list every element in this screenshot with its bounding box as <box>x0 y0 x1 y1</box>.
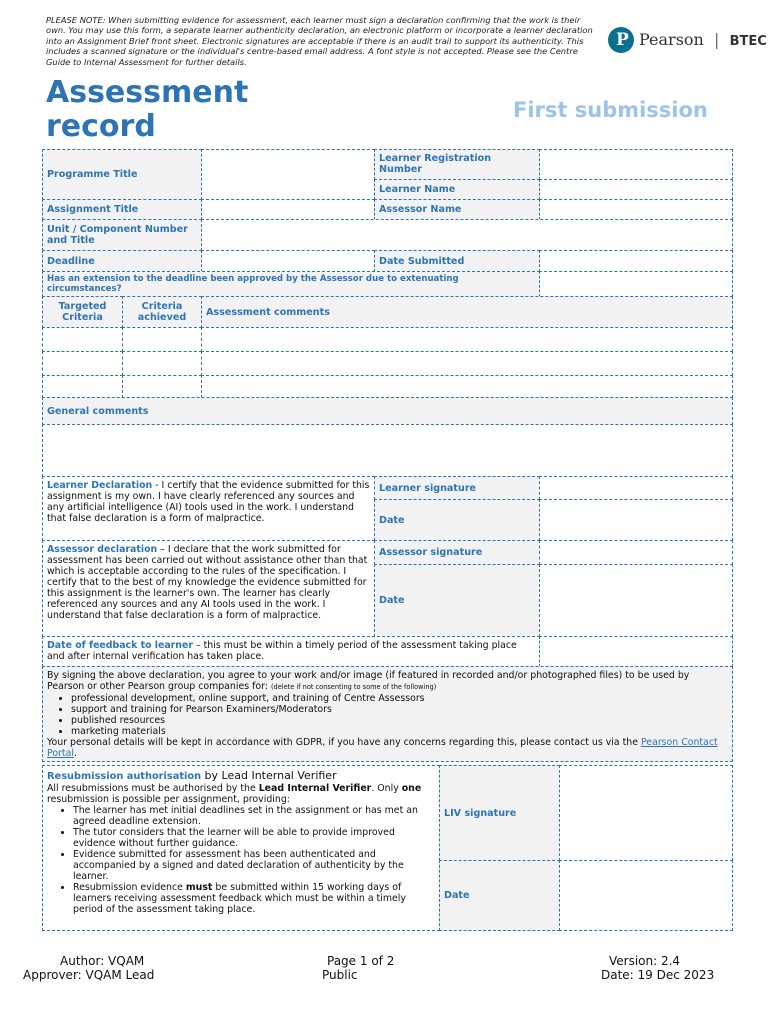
assignment-title-label: Assignment Title <box>42 199 202 220</box>
learner-date-label: Date <box>374 499 540 541</box>
programme-title-label: Programme Title <box>42 149 202 200</box>
logo-sub: BTEC <box>729 34 767 49</box>
assessment-comments-header: Assessment comments <box>201 296 733 328</box>
page-title: Assessment record <box>46 75 249 144</box>
liv-date-field[interactable] <box>559 860 733 931</box>
list-item: • Resubmission evidence must be submitted within 15 working days of learners receiving assessment feedback which must be within a timely period of the assessment taking place. <box>73 882 435 915</box>
feedback-date-field[interactable] <box>539 636 733 667</box>
assessor-declaration <box>42 540 375 637</box>
learner-registration-field[interactable] <box>539 149 733 180</box>
assessor-name-field[interactable] <box>539 199 733 220</box>
general-comments-field[interactable] <box>42 424 733 477</box>
list-item: • published resources <box>71 715 728 726</box>
liv-date-label: Date <box>439 860 560 931</box>
learner-declaration <box>42 476 375 541</box>
learner-signature-label: Learner signature <box>374 476 540 500</box>
learner-signature-field[interactable] <box>539 476 733 500</box>
date-submitted-label: Date Submitted <box>374 250 540 272</box>
feedback-date-label <box>42 636 540 667</box>
learner-name-label: Learner Name <box>374 179 540 200</box>
submission-note: PLEASE NOTE: When submitting evidence for assessment, each learner must sign a declaration confirming that the work is their own. You may use this form, a separate learner authenticity declaration, an electronic platform or incorporate a learner declaration into an Assignment Brief front sheet. Electronic signatures are acceptable if there is an audit trail to support its authenticity. This includes a scanned signature or the individual's centre-based email address. A font style is not accepted. Please see the Centre Guide to Internal Assessment for further details. <box>46 15 593 67</box>
footer-approver: Approver: VQAM Lead <box>23 968 155 982</box>
consent-intro: By signing the above declaration, you agree to your work and/or image (if featured in recorded and/or photographed files) to be used by Pearson or other Pearson group companies for: <box>47 670 690 692</box>
resubmission-section <box>42 765 440 931</box>
consent-list <box>47 693 728 737</box>
list-item: • Evidence submitted for assessment has been authenticated and accompanied by a signed and dated declaration of authenticity by the learner. <box>73 849 435 882</box>
programme-title-field[interactable] <box>201 149 375 200</box>
assessor-declaration-text: – I declare that the work submitted for assessment has been carried out without assistance other than that which is acceptable according to the rules of the specification. I certify that to the best of my knowledge the evidence submitted for this assignment is the learner's own. The learner has clearly referenced any sources and any AI tools used in the work. I understand that false declaration is a form of malpractice. <box>47 544 368 621</box>
list-item: • The tutor considers that the learner will be able to provide improved evidence without further guidance. <box>73 827 435 849</box>
assignment-title-field[interactable] <box>201 199 375 220</box>
gdpr-text: Your personal details will be kept in accordance with GDPR, if you have any concerns regarding this, please contact us via the <box>47 737 641 748</box>
learner-registration-label: Learner Registration Number <box>374 149 540 180</box>
assessor-date-field[interactable] <box>539 564 733 637</box>
unit-label: Unit / Component Number and Title <box>42 219 202 251</box>
extension-question: Has an extension to the deadline been approved by the Assessor due to extenuating circumstances? <box>42 271 540 297</box>
assessment-comment-cell[interactable] <box>201 327 733 352</box>
unit-field[interactable] <box>201 219 733 251</box>
pearson-btec-logo: P Pearson | BTEC <box>608 27 728 57</box>
resubmission-heading: Resubmission authorisation <box>47 771 202 782</box>
list-item: • The learner has met initial deadlines set in the assignment or has met an agreed deadline extension. <box>73 805 435 827</box>
list-item: • support and training for Pearson Examiners/Moderators <box>71 704 728 715</box>
learner-declaration-text: - I certify that the evidence submitted for this assignment is my own. I have clearly referenced any sources and any artificial intelligence (AI) tools used in the work. I understand that false declaration is a form of malpractice. <box>47 480 370 524</box>
logo-brand: Pearson <box>639 30 704 49</box>
pearson-logo-icon: P <box>608 27 634 53</box>
assessor-name-label: Assessor Name <box>374 199 540 220</box>
learner-date-field[interactable] <box>539 499 733 541</box>
general-comments-label: General comments <box>42 397 733 425</box>
assessor-signature-label: Assessor signature <box>374 540 540 565</box>
targeted-criteria-cell[interactable] <box>42 351 123 376</box>
date-submitted-field[interactable] <box>539 250 733 272</box>
feedback-text: – this must be within a timely period of the assessment taking place and after internal verification has taken place. <box>47 640 517 662</box>
criteria-achieved-cell[interactable] <box>122 327 202 352</box>
liv-signature-label: LIV signature <box>439 765 560 861</box>
footer-version: Version: 2.4 <box>609 954 681 968</box>
assessor-date-label: Date <box>374 564 540 637</box>
targeted-criteria-cell[interactable] <box>42 327 123 352</box>
resubmission-intro: All resubmissions must be authorised by the Lead Internal Verifier. Only one resubmission is possible per assignment, providing: <box>47 783 422 805</box>
deadline-field[interactable] <box>201 250 375 272</box>
consent-note: (delete if not consenting to some of the following) <box>270 683 437 691</box>
footer-date: Date: 19 Dec 2023 <box>601 968 715 982</box>
liv-signature-field[interactable] <box>559 765 733 861</box>
targeted-criteria-cell[interactable] <box>42 375 123 398</box>
targeted-criteria-header: Targeted Criteria <box>42 296 123 328</box>
resubmission-conditions <box>47 805 435 915</box>
assessment-comment-cell[interactable] <box>201 351 733 376</box>
footer-classification: Public <box>322 968 358 982</box>
extension-field[interactable] <box>539 271 733 297</box>
list-item: • professional development, online support, and training of Centre Assessors <box>71 693 728 704</box>
assessor-declaration-heading: Assessor declaration <box>47 544 158 555</box>
list-item: • marketing materials <box>71 726 728 737</box>
assessor-signature-field[interactable] <box>539 540 733 565</box>
feedback-heading: Date of feedback to learner <box>47 640 193 651</box>
criteria-achieved-cell[interactable] <box>122 375 202 398</box>
criteria-achieved-header: Criteria achieved <box>122 296 202 328</box>
criteria-achieved-cell[interactable] <box>122 351 202 376</box>
learner-declaration-heading: Learner Declaration <box>47 480 153 491</box>
assessment-comment-cell[interactable] <box>201 375 733 398</box>
footer-author: Author: VQAM <box>60 954 145 968</box>
learner-name-field[interactable] <box>539 179 733 200</box>
footer-page-number: Page 1 of 2 <box>327 954 395 968</box>
consent-section: By signing the above declaration, you agree to your work and/or image (if featured in recorded and/or photographed files) to be used by Pearson or other Pearson group companies for: (delete if not consenting to some of the following) • professional development, online support, and training of Centre Assessors • support and training for Pearson Examiners/Moderators • published resources • marketing materials Your personal details will be kept in accordance with GDPR, if you have any concerns regarding this, please contact us via the Pearson Contact Portal. <box>42 666 733 762</box>
pearson-contact-portal-link[interactable]: Pearson Contact Portal <box>47 737 718 759</box>
deadline-label: Deadline <box>42 250 202 272</box>
page-subtitle: First submission <box>513 98 708 122</box>
resubmission-by: by Lead Internal Verifier <box>201 769 337 782</box>
